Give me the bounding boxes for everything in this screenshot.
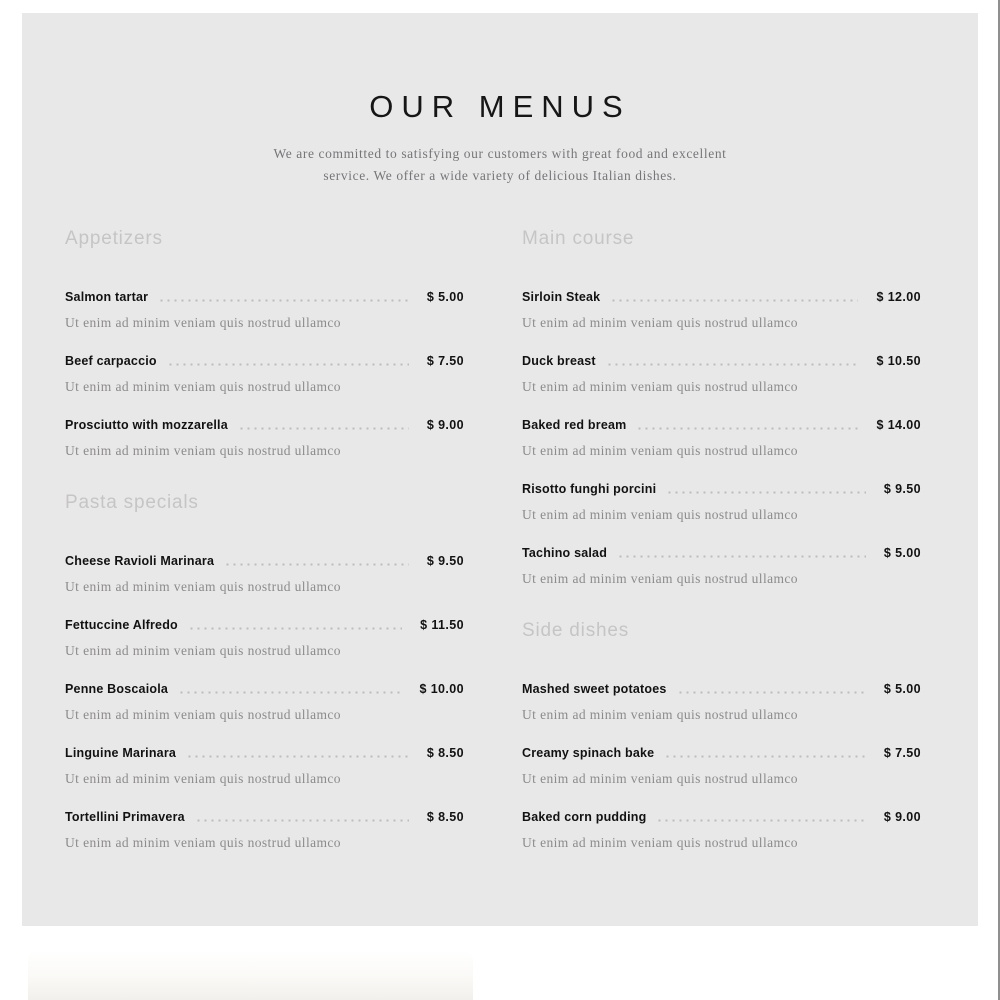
item-description: Ut enim ad minim veniam quis nostrud ullamco [65, 579, 341, 594]
dotted-leader [677, 691, 866, 694]
menu-item [522, 745, 921, 787]
menu-column [65, 227, 464, 873]
item-description: Ut enim ad minim veniam quis nostrud ullamco [65, 707, 341, 722]
item-description: Ut enim ad minim veniam quis nostrud ullamco [522, 379, 798, 394]
item-name: Prosciutto with mozzarella [65, 418, 228, 432]
item-price: $ 11.50 [420, 618, 464, 632]
menu-item [65, 809, 464, 851]
dotted-leader [186, 755, 409, 758]
item-price: $ 9.00 [883, 810, 921, 824]
item-description: Ut enim ad minim veniam quis nostrud ullamco [65, 379, 341, 394]
menu-item-row [522, 681, 921, 698]
menu-item [522, 289, 921, 331]
item-name: Cheese Ravioli Marinara [65, 554, 215, 568]
menu-column [522, 227, 921, 873]
menu-item-row [522, 745, 921, 762]
item-name: Risotto funghi porcini [522, 482, 657, 496]
menu-item-row [522, 545, 921, 562]
menu-item [65, 681, 464, 723]
dotted-leader [617, 555, 866, 558]
item-description: Ut enim ad minim veniam quis nostrud ullamco [65, 835, 341, 850]
menu-item-row [522, 481, 921, 498]
menu-panel [22, 13, 978, 926]
item-description: Ut enim ad minim veniam quis nostrud ullamco [65, 315, 341, 330]
menu-item-row [522, 809, 921, 826]
menu-item [65, 417, 464, 459]
item-name: Salmon tartar [65, 290, 149, 304]
menu-item [65, 617, 464, 659]
menu-item-row [65, 417, 464, 434]
page-subtitle-line1: We are committed to satisfying our customers with great food and excellent [273, 146, 727, 161]
section-heading: Main course [522, 228, 635, 249]
item-price: $ 7.50 [883, 746, 921, 760]
item-price: $ 12.00 [876, 290, 921, 304]
menu-section [65, 491, 464, 851]
dotted-leader [188, 627, 402, 630]
menu-item-row [65, 681, 464, 698]
menu-section [65, 227, 464, 459]
item-description: Ut enim ad minim veniam quis nostrud ullamco [522, 707, 798, 722]
menu-item [65, 553, 464, 595]
menu-item [522, 417, 921, 459]
section-heading: Appetizers [65, 228, 163, 249]
item-name: Tortellini Primavera [65, 810, 185, 824]
section-heading: Pasta specials [65, 492, 199, 513]
dotted-leader [224, 563, 409, 566]
menu-item [522, 481, 921, 523]
dotted-leader [664, 755, 866, 758]
menu-item [522, 681, 921, 723]
item-price: $ 5.00 [883, 546, 921, 560]
menu-item [65, 745, 464, 787]
menu-item-row [522, 353, 921, 370]
item-description: Ut enim ad minim veniam quis nostrud ullamco [522, 315, 798, 330]
menu-grid [22, 227, 978, 873]
dotted-leader [167, 363, 409, 366]
dotted-leader [610, 299, 858, 302]
item-price: $ 9.50 [426, 554, 464, 568]
menu-item-row [65, 745, 464, 762]
item-price: $ 5.00 [883, 682, 921, 696]
menu-item [65, 353, 464, 395]
dotted-leader [178, 691, 401, 694]
dotted-leader [656, 819, 865, 822]
menu-item-row [65, 553, 464, 570]
item-price: $ 9.50 [883, 482, 921, 496]
dotted-leader [606, 363, 859, 366]
item-name: Penne Boscaiola [65, 682, 169, 696]
dotted-leader [238, 427, 409, 430]
item-name: Baked red bream [522, 418, 627, 432]
item-name: Baked corn pudding [522, 810, 647, 824]
menu-item-row [522, 417, 921, 434]
item-price: $ 10.00 [419, 682, 464, 696]
menu-item [65, 289, 464, 331]
item-description: Ut enim ad minim veniam quis nostrud ullamco [65, 443, 341, 458]
item-name: Duck breast [522, 354, 596, 368]
dotted-leader [636, 427, 858, 430]
item-name: Fettuccine Alfredo [65, 618, 178, 632]
page-title: OUR MENUS [369, 89, 631, 124]
item-description: Ut enim ad minim veniam quis nostrud ullamco [522, 771, 798, 786]
menu-section [522, 227, 921, 587]
item-description: Ut enim ad minim veniam quis nostrud ullamco [65, 771, 341, 786]
item-description: Ut enim ad minim veniam quis nostrud ullamco [522, 443, 798, 458]
item-price: $ 5.00 [426, 290, 464, 304]
section-heading: Side dishes [522, 620, 630, 641]
page-subtitle-line2: service. We offer a wide variety of delicious Italian dishes. [323, 168, 677, 183]
menu-item-row [522, 289, 921, 306]
menu-section [522, 619, 921, 851]
item-price: $ 10.50 [876, 354, 921, 368]
dotted-leader [195, 819, 409, 822]
menu-item-row [65, 289, 464, 306]
item-description: Ut enim ad minim veniam quis nostrud ullamco [522, 507, 798, 522]
item-price: $ 7.50 [426, 354, 464, 368]
item-name: Tachino salad [522, 546, 608, 560]
menu-item [522, 545, 921, 587]
item-price: $ 8.50 [426, 810, 464, 824]
item-name: Sirloin Steak [522, 290, 601, 304]
item-price: $ 8.50 [426, 746, 464, 760]
bottom-image-peek [28, 950, 473, 1000]
dotted-leader [666, 491, 866, 494]
item-description: Ut enim ad minim veniam quis nostrud ullamco [522, 571, 798, 586]
menu-item-row [65, 809, 464, 826]
menu-item [522, 353, 921, 395]
item-name: Mashed sweet potatoes [522, 682, 667, 696]
dotted-leader [158, 299, 409, 302]
menu-header [22, 90, 978, 187]
menu-item [522, 809, 921, 851]
item-price: $ 9.00 [426, 418, 464, 432]
item-price: $ 14.00 [876, 418, 921, 432]
item-name: Linguine Marinara [65, 746, 177, 760]
item-description: Ut enim ad minim veniam quis nostrud ullamco [65, 643, 341, 658]
menu-item-row [65, 353, 464, 370]
item-name: Beef carpaccio [65, 354, 157, 368]
page-subtitle [22, 143, 978, 187]
item-description: Ut enim ad minim veniam quis nostrud ullamco [522, 835, 798, 850]
item-name: Creamy spinach bake [522, 746, 655, 760]
menu-item-row [65, 617, 464, 634]
